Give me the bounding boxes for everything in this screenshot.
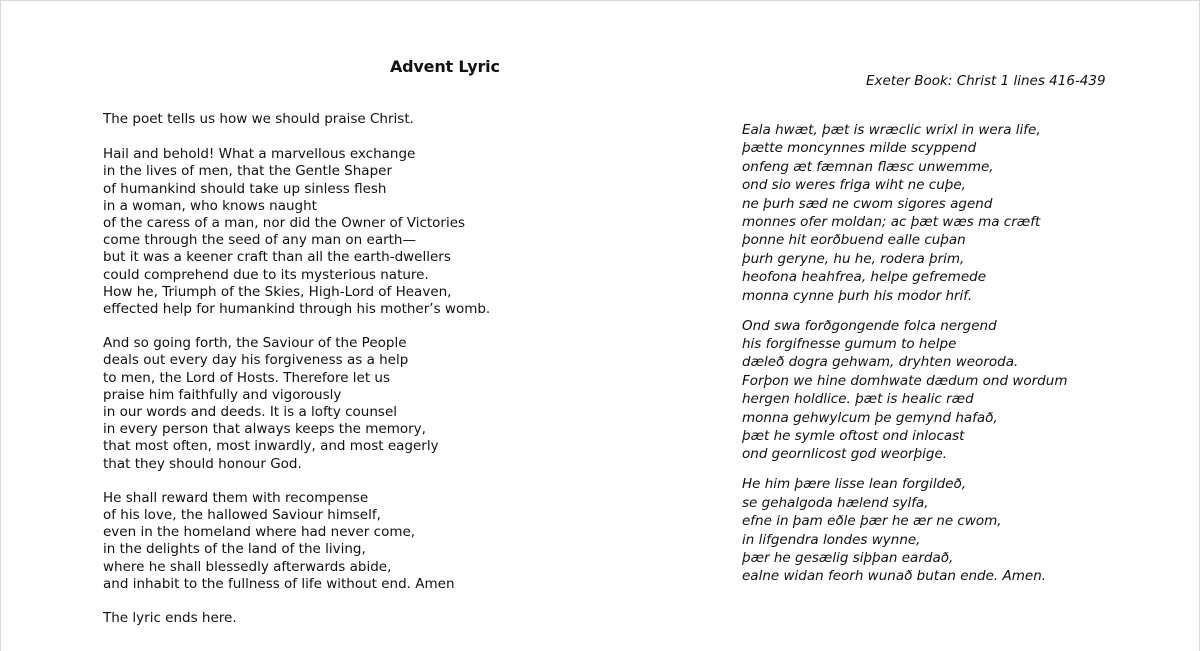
source-citation: Exeter Book: Christ 1 lines 416-439 [866,73,1106,89]
verse-line: monnes ofer moldan; ac þæt wæs ma cræft [742,214,1041,231]
verse-line: And so going forth, the Saviour of the People [103,335,407,352]
verse-line: ne þurh sæd ne cwom sigores agend [742,195,993,212]
original-stanza-1 [742,121,1182,305]
verse-line: þætte moncynnes milde scyppend [742,140,977,157]
verse-line: but it was a keener craft than all the earth-dwellers [103,249,451,266]
verse-line: ond sio weres friga wiht ne cuþe, [742,177,966,194]
verse-line: þæt he symle oftost ond inlocast [742,428,965,444]
verse-line: in a woman, who knows naught [103,197,317,214]
verse-line: Hail and behold! What a marvellous exchange [103,146,416,163]
verse-line: effected help for humankind through his mother’s womb. [103,301,491,318]
verse-line: that they should honour God. [103,455,302,472]
verse-line: ealne widan feorh wunað butan ende. Amen. [742,568,1047,585]
verse-line: He him þære lisse lean forgildeð, [742,476,967,493]
verse-line: of the caress of a man, nor did the Owner of Victories [103,215,466,232]
verse-line: onfeng æt fæmnan flæsc unwemme, [742,158,994,175]
translation-stanza-1 [103,146,623,318]
verse-line: in the delights of the land of the living, [103,541,366,558]
verse-line: Forþon we hine domhwate dædum ond wordum [742,372,1068,389]
verse-line: in lifgendra londes wynne, [742,531,921,548]
verse-line: efne in þam eðle þær he ær ne cwom, [742,513,1002,530]
verse-line: of his love, the hallowed Saviour himself, [103,507,381,524]
verse-line: in every person that always keeps the memory, [103,421,426,438]
verse-line: of humankind should take up sinless flesh [103,180,387,197]
verse-line: þær he gesælig siþþan eardað, [742,549,954,566]
verse-line: and inhabit to the fullness of life without end. Amen [103,575,455,592]
verse-line: that most often, most inwardly, and most eagerly [103,438,439,455]
translation-outro: The lyric ends here. [103,610,237,627]
verse-line: How he, Triumph of the Skies, High-Lord of Heaven, [103,283,452,300]
document-title: Advent Lyric [390,57,500,76]
verse-line: where he shall blessedly afterwards abide, [103,558,392,575]
verse-line: He shall reward them with recompense [103,489,369,506]
verse-line: could comprehend due to its mysterious nature. [103,266,429,283]
verse-line: dæleð dogra gehwam, dryhten weoroda. [742,354,1019,371]
verse-line: monna cynne þurh his modor hrif. [742,287,973,304]
verse-line: heofona heahfrea, helpe gefremede [742,269,987,286]
verse-line: even in the homeland where had never come, [103,524,416,541]
translation-stanza-3 [103,490,623,593]
translation-intro: The poet tells us how we should praise Christ. [103,111,414,127]
verse-line: monna gehwylcum þe gemynd hafað, [742,409,998,426]
verse-line: Eala hwæt, þæt is wræclic wrixl in wera life, [742,122,1041,138]
verse-line: in our words and deeds. It is a lofty counsel [103,404,398,421]
verse-line: þurh geryne, hu he, rodera þrim, [742,250,965,267]
translation-stanza-2 [103,335,623,473]
verse-line: praise him faithfully and vigorously [103,386,342,403]
verse-line: his forgifnesse gumum to helpe [742,335,957,352]
verse-line: in the lives of men, that the Gentle Shaper [103,163,393,180]
verse-line: come through the seed of any man on earth— [103,232,416,249]
translation-column [103,111,623,627]
verse-line: deals out every day his forgiveness as a help [103,352,409,369]
original-stanza-2 [742,317,1182,464]
verse-line: ond geornlicost god weorþige. [742,446,948,463]
original-text-column [742,121,1182,597]
verse-line: þonne hit eorðbuend ealle cuþan [742,232,966,249]
verse-line: Ond swa forðgongende folca nergend [742,317,997,334]
verse-line: se gehalgoda hælend sylfa, [742,494,929,511]
verse-line: to men, the Lord of Hosts. Therefore let us [103,369,391,386]
verse-line: hergen holdlice. þæt is healic ræd [742,391,974,408]
original-stanza-3 [742,475,1182,585]
